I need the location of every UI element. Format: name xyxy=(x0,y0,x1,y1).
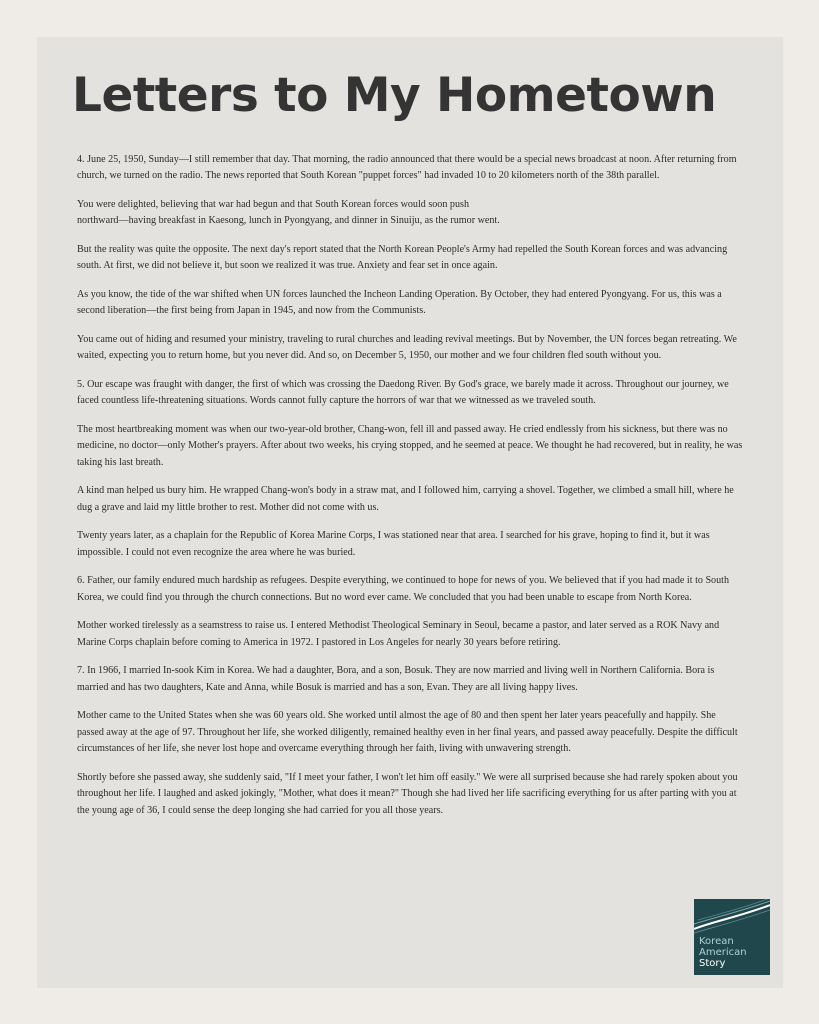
paragraph: You came out of hiding and resumed your ministry, traveling to rural churches and leading revival meetings. But by November, the UN forces began retreating. We waited, expecting you to return home, but you never did. And so, on December 5, 1950, our mother and we four children fled south without you. xyxy=(77,334,737,362)
paragraph: 5. Our escape was fraught with danger, the first of which was crossing the Daedong River. By God's grace, we barely made it across. Throughout our journey, we faced countless life-threatening situations. Words cannot fully capture the horrors of war that we witnessed as we traveled south. xyxy=(77,379,729,407)
paragraph: As you know, the tide of the war shifted when UN forces launched the Incheon Landing Operation. By October, they had entered Pyongyang. For us, this was a second liberation—the first being from Japan in 1945, and now from the Communists. xyxy=(77,289,722,317)
page-title: Letters to My Hometown xyxy=(72,68,717,123)
paragraph: You were delighted, believing that war had begun and that South Korean forces would soon push northward—having breakfast in Kaesong, lunch in Pyongyang, and dinner in Sinuiju, as the rumor went. xyxy=(77,199,500,227)
letter-body xyxy=(77,152,743,831)
paragraph: Mother worked tirelessly as a seamstress to raise us. I entered Methodist Theological Seminary in Seoul, became a pastor, and later served as a ROK Navy and Marine Corps chaplain before coming to America in 1972. I pastored in Los Angeles for nearly 30 years before retiring. xyxy=(77,620,720,648)
paragraph: Mother came to the United States when she was 60 years old. She worked until almost the age of 80 and then spent her later years peacefully and happily. She passed away at the age of 97. Throughout her life, she worked diligently, remained healthy even in her final years, and passed away peacefully. Despite the difficult circumstances of her life, she never lost hope and overcame everything through her faith, living with unwavering strength. xyxy=(77,710,738,755)
paragraph: Shortly before she passed away, she suddenly said, "If I meet your father, I won't let him off easily." We were all surprised because she had rarely spoken about you throughout her life. I laughed and asked jokingly, "Mother, what does it mean?" Though she had lived her life sacrificing everything for us after parting with you at the young age of 36, I could sense the deep longing she had carried for you all those years. xyxy=(77,771,738,816)
korean-american-story-logo xyxy=(694,899,770,975)
paragraph: 7. In 1966, I married In-sook Kim in Korea. We had a daughter, Bora, and a son, Bosuk. They are now married and living well in Northern California. Bora is married and has two daughters, Kate and Anna, while Bosuk is married and has a son, Evan. They are all living happy lives. xyxy=(77,665,715,693)
paragraph: A kind man helped us bury him. He wrapped Chang-won's body in a straw mat, and I followed him, carrying a shovel. Together, we climbed a small hill, where he dug a grave and laid my little brother to rest. Mother did not come with us. xyxy=(77,485,734,513)
paragraph: But the reality was quite the opposite. The next day's report stated that the North Korean People's Army had repelled the South Korean forces and was advancing south. At first, we did not believe it, but soon we realized it was true. Anxiety and fear set in once again. xyxy=(77,244,728,272)
paragraph: 4. June 25, 1950, Sunday—I still remember that day. That morning, the radio announced that there would be a special news broadcast at noon. After returning from church, we turned on the radio. The news reported that South Korean "puppet forces" had invaded 10 to 20 kilometers north of the 38th parallel. xyxy=(77,154,737,182)
logo-text-line: Korean xyxy=(699,936,734,947)
paragraph: 6. Father, our family endured much hardship as refugees. Despite everything, we continued to hope for news of you. We believed that if you had made it to South Korea, we could find you through the church connections. But no word ever came. We concluded that you had been unable to escape from North Korea. xyxy=(77,575,729,603)
paragraph: Twenty years later, as a chaplain for the Republic of Korea Marine Corps, I was stationed near that area. I searched for his grave, hoping to find it, but it was impossible. I could not even recognize the area where he was buried. xyxy=(77,530,710,558)
paragraph: The most heartbreaking moment was when our two-year-old brother, Chang-won, fell ill and passed away. He cried endlessly from his sickness, but there was no medicine, no doctor—only Mother's prayers. After about two weeks, his crying stopped, and he seemed at peace. We thought he had recovered, but in reality, he was taking his last breath. xyxy=(77,424,743,468)
logo-text-line: American xyxy=(699,947,747,958)
logo-text-line: Story xyxy=(699,958,726,969)
